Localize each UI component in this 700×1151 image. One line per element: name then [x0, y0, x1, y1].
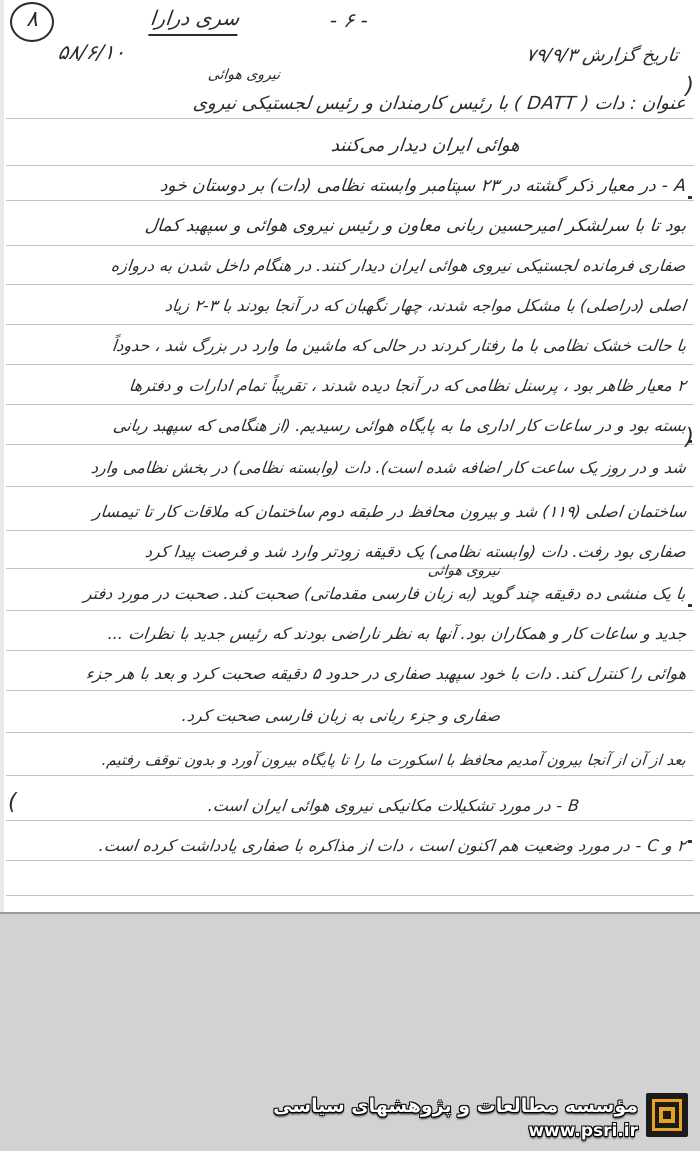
logo-center — [663, 1111, 671, 1119]
ruled-line — [6, 200, 694, 201]
body-line: بود تا با سرلشکر امیرحسین ربانی معاون و رئیس نیروی هوائی و سپهبد کمال — [143, 216, 688, 236]
interlinear-note: نیروی هوائی — [427, 563, 501, 579]
margin-tick — [688, 840, 692, 843]
ruled-line — [6, 324, 694, 325]
margin-tick — [688, 604, 692, 607]
ruled-line — [6, 364, 694, 365]
body-line: جدید و ساعات کار و همکاران بود. آنها به نظر ناراضی بودند که رئیس جدید با نظرات ... — [106, 624, 688, 643]
institute-logo — [646, 1093, 688, 1137]
page-number: ۸ — [26, 7, 38, 32]
body-line: ۲ معیار ظاهر بود ، پرسنل نظامی که در آنجا دیده شدند ، تقریباً تمام ادارات و دفترها — [128, 376, 688, 395]
ruled-line — [6, 895, 694, 896]
ruled-line — [6, 404, 694, 405]
body-line: A - در معیار ذکر گشته در ۲۳ سپتامبر وابسته نظامی (دات) بر دوستان خود — [158, 176, 688, 196]
ruled-line — [6, 486, 694, 487]
classification-mark: سری درارا — [148, 4, 241, 36]
body-line: اصلی (دراصلی) با مشکل مواجه شدند، چهار نگهبان که در آنجا بودند با ۳-۲ زیاد — [164, 296, 688, 315]
institute-name: مؤسسه مطالعات و پژوهشهای سیاسی — [273, 1095, 638, 1117]
body-line: صفاری فرمانده لجستیکی نیروی هوائی ایران دیدار کنند. در هنگام داخل شدن به دروازه — [110, 256, 688, 275]
body-line: هوائی را کنترل کند. دات با خود سپهبد صفاری در حدود ۵ دقیقه صحبت کرد و بعد با هر جزء — [84, 664, 688, 683]
title-line: عنوان : دات ( DATT ) با رئیس کارمندان و رئیس لجستیکی نیروی — [192, 93, 688, 114]
page-edge — [0, 0, 4, 912]
sheet-number: - ۶ - — [328, 8, 370, 32]
institute-url[interactable]: www.psri.ir — [528, 1121, 638, 1141]
report-date: تاریخ گزارش ۷۹/۹/۳ — [524, 45, 680, 66]
ruled-line — [6, 284, 694, 285]
ruled-line — [6, 444, 694, 445]
reference-number: ۵۸/۶/۱۰ — [56, 40, 127, 64]
ruled-line — [6, 118, 694, 119]
body-line: B - در مورد تشکیلات مکانیکی نیروی هوائی ایران است. — [207, 796, 582, 815]
ruled-line — [6, 245, 694, 246]
margin-tick — [688, 196, 692, 199]
body-line: بعد از آن از آنجا بیرون آمدیم محافظ با اسکورت ما را تا پایگاه بیرون آورد و بدون توقف رفتیم. — [101, 751, 687, 769]
body-line: با یک منشی ده دقیقه چند گوید (به زبان فارسی مقدماتی) صحبت کند. صحبت در مورد دفتر — [83, 584, 688, 603]
margin-bracket: ) — [685, 425, 694, 450]
ruled-line — [6, 165, 694, 166]
ruled-line — [6, 568, 694, 569]
body-line: صفاری و جزء ربانی به زبان فارسی صحبت کرد. — [180, 706, 502, 725]
ruled-line — [6, 610, 694, 611]
title-line: هوائی ایران دیدار می‌کنند — [330, 135, 522, 156]
ruled-line — [6, 650, 694, 651]
ruled-line — [6, 820, 694, 821]
body-line: بسته بود و در ساعات کار اداری ما به پایگاه هوائی رسیدیم. (از هنگامی که سپهبد ربانی — [111, 416, 688, 435]
margin-bracket: ) — [685, 74, 694, 99]
margin-bracket: ( — [8, 790, 17, 815]
body-line: صفاری بود رفت. دات (وابسته نظامی) یک دقیقه زودتر وارد شد و فرصت پیدا کرد — [144, 542, 688, 561]
body-line: شد و در روز یک ساعت کار اضافه شده است). دات (وابسته نظامی) در بخش نظامی وارد — [90, 458, 688, 477]
body-line: با حالت خشک نظامی با ما رفتار کردند در حالی که ماشین ما وارد در بزرگ شد ، حدوداً — [110, 336, 688, 355]
ruled-line — [6, 690, 694, 691]
ruled-line — [6, 775, 694, 776]
ruled-line — [6, 860, 694, 861]
body-line: ۲ و C - در مورد وضعیت هم اکنون است ، دات از مذاکره با صفاری یادداشت کرده است. — [98, 836, 688, 855]
ruled-line — [6, 732, 694, 733]
ruled-line — [6, 530, 694, 531]
interlinear-note: نیروی هوائی — [207, 67, 281, 83]
body-line: ساختمان اصلی (۱۱۹) شد و بیرون محافظ در طبقه دوم ساختمان که ملاقات کار تا تیمسار — [91, 502, 688, 521]
